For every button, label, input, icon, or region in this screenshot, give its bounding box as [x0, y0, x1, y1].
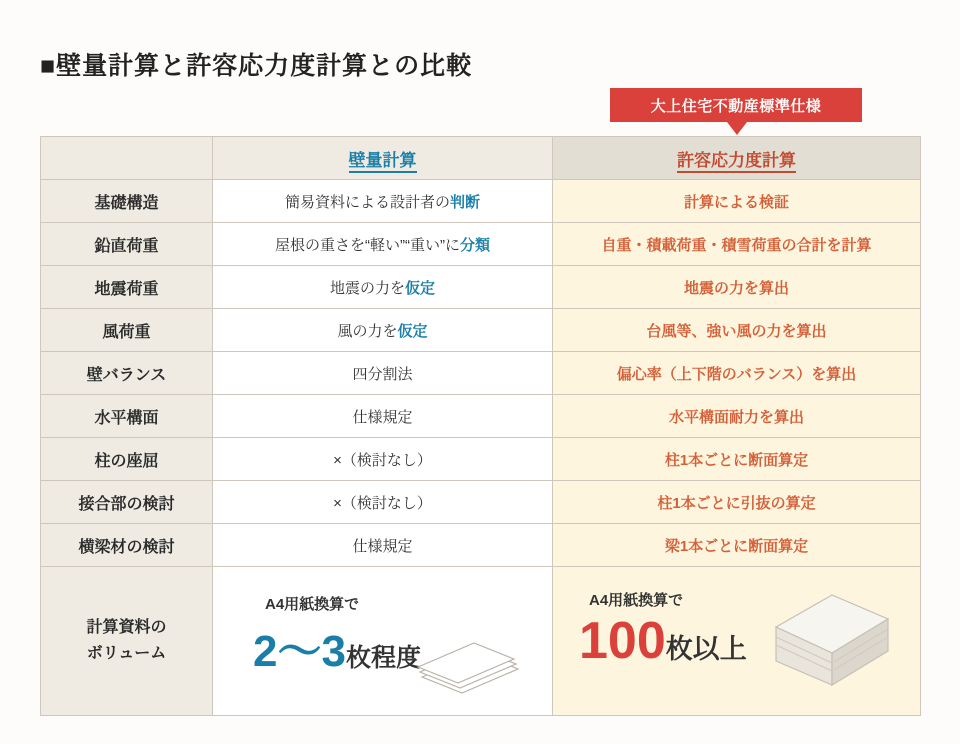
- row-cell-stress: 柱1本ごとに引抜の算定: [553, 481, 921, 524]
- table-row: [41, 438, 921, 481]
- table-row: [41, 223, 921, 266]
- row-cell-stress: 台風等、強い風の力を算出: [553, 309, 921, 352]
- table-row: [41, 352, 921, 395]
- row-cell-stress: 自重・積載荷重・積雪荷重の合計を計算: [553, 223, 921, 266]
- row-cell-wall-highlight: 判断: [450, 193, 481, 211]
- volume-row-label-line1: 計算資料の: [86, 619, 167, 637]
- volume-cell-stress: [553, 567, 921, 716]
- table-header-row: [41, 137, 921, 180]
- row-cell-stress: 偏心率（上下階のバランス）を算出: [553, 352, 921, 395]
- row-label: 基礎構造: [41, 180, 213, 223]
- callout-tail: [727, 122, 747, 135]
- volume-wall-caption: A4用紙換算で: [265, 596, 360, 613]
- table-row: [41, 481, 921, 524]
- volume-row-label: [41, 567, 213, 716]
- table-row: [41, 309, 921, 352]
- table-row: [41, 180, 921, 223]
- row-cell-wall: [213, 180, 553, 223]
- volume-wall-suffix: 枚程度: [345, 644, 421, 672]
- row-cell-wall: 仕様規定: [213, 395, 553, 438]
- volume-wall-number: 2～3: [253, 627, 346, 676]
- row-cell-wall: 仕様規定: [213, 524, 553, 567]
- volume-stress-suffix: 枚以上: [665, 634, 747, 664]
- row-cell-wall-text: 地震の力を: [329, 279, 405, 297]
- table-row: [41, 266, 921, 309]
- row-label: 横梁材の検討: [41, 524, 213, 567]
- paper-stack-thin-icon: [406, 631, 526, 697]
- paper-stack-thick-icon: [766, 581, 896, 699]
- row-cell-stress: 水平構面耐力を算出: [553, 395, 921, 438]
- volume-row-label-line2: ボリューム: [86, 645, 167, 662]
- page-title: ■壁量計算と許容応力度計算との比較: [40, 52, 473, 80]
- volume-row: [41, 567, 921, 716]
- row-cell-wall: ×（検討なし）: [213, 481, 553, 524]
- row-cell-stress: 柱1本ごとに断面算定: [553, 438, 921, 481]
- header-wall-quantity-label: 壁量計算: [349, 151, 417, 173]
- row-cell-wall: 四分割法: [213, 352, 553, 395]
- volume-stress-caption: A4用紙換算で: [589, 592, 684, 609]
- volume-stress-value: [579, 611, 747, 671]
- header-wall-quantity: [213, 137, 553, 180]
- standard-spec-callout-label: 大上住宅不動産標準仕様: [650, 97, 822, 115]
- table-row: [41, 524, 921, 567]
- row-label: 鉛直荷重: [41, 223, 213, 266]
- row-label: 柱の座屈: [41, 438, 213, 481]
- header-allowable-stress: [553, 137, 921, 180]
- header-allowable-stress-label: 許容応力度計算: [677, 151, 796, 173]
- row-label: 壁バランス: [41, 352, 213, 395]
- table-header: [41, 137, 921, 180]
- comparison-table: [40, 136, 921, 716]
- row-cell-wall-highlight: 仮定: [397, 322, 428, 340]
- row-cell-wall: [213, 266, 553, 309]
- table-body: [41, 180, 921, 716]
- standard-spec-callout: [610, 88, 862, 122]
- row-label: 地震荷重: [41, 266, 213, 309]
- volume-stress-number: 100: [579, 612, 666, 670]
- row-label: 水平構面: [41, 395, 213, 438]
- row-cell-wall-highlight: 仮定: [405, 279, 436, 297]
- row-cell-stress: 地震の力を算出: [553, 266, 921, 309]
- row-cell-stress: 計算による検証: [553, 180, 921, 223]
- row-cell-wall-highlight: 分類: [459, 236, 490, 254]
- table-row: [41, 395, 921, 438]
- row-cell-wall-text: 簡易資料による設計者の: [284, 193, 450, 211]
- header-blank: [41, 137, 213, 180]
- row-cell-wall-text: 風の力を: [337, 322, 398, 340]
- row-cell-wall-text: 屋根の重さを“軽い”“重い”に: [275, 236, 460, 254]
- row-cell-wall: ×（検討なし）: [213, 438, 553, 481]
- row-cell-stress: 梁1本ごとに断面算定: [553, 524, 921, 567]
- row-cell-wall: [213, 309, 553, 352]
- row-cell-wall: [213, 223, 553, 266]
- row-label: 風荷重: [41, 309, 213, 352]
- volume-cell-wall: [213, 567, 553, 716]
- row-label: 接合部の検討: [41, 481, 213, 524]
- volume-wall-value: [253, 615, 421, 679]
